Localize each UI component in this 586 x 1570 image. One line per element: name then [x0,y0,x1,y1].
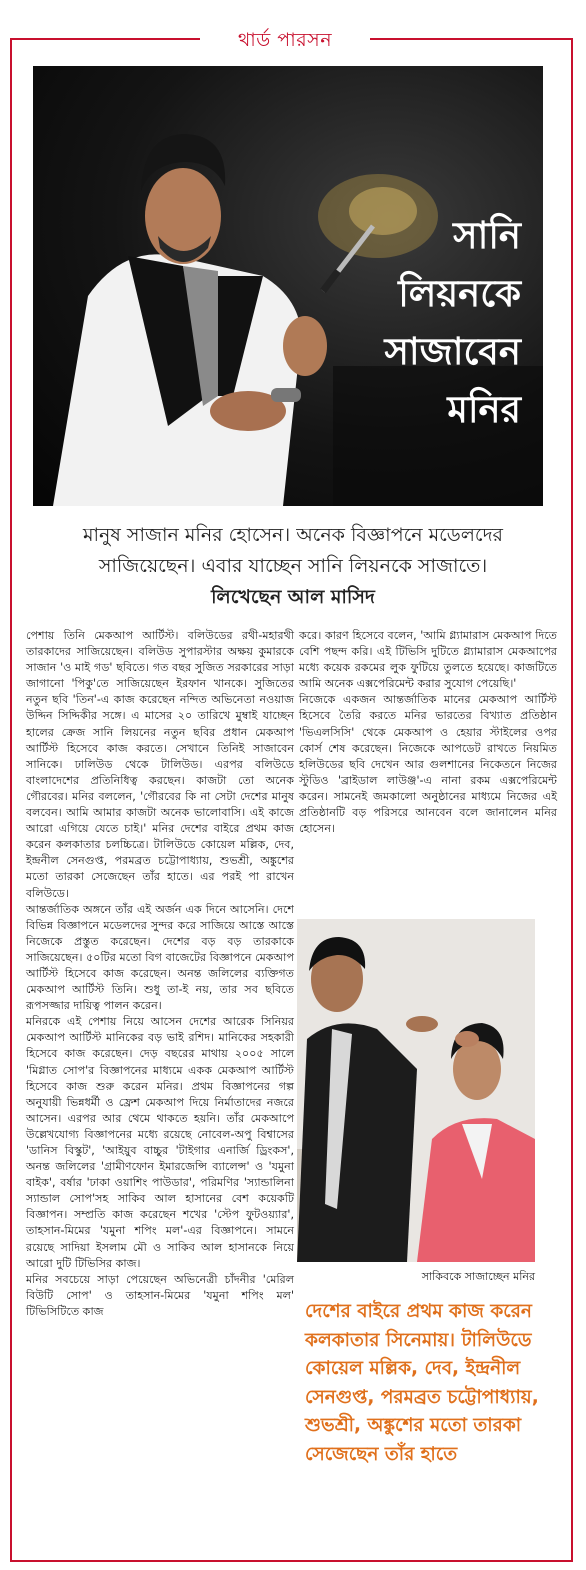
headline-line: সানি [453,213,521,257]
paragraph: পেশায় তিনি মেকআপ আর্টিস্ট। বলিউডের রথী-মহারথী তারকাদের সাজিয়েছেন। বলিউড সুপারস্টার অক্ষয় কুমারকে সাজান 'ও মাই গড' ছবিতে। গত বছর সুজিত সরকারের সাড়া জাগানো 'পিকু'তে সাজিয়েছেন ইরফান খানকে। সুজিতের নতুন ছবি 'তিন'-এ কাজ করেছেন নন্দিত অভিনেতা নওয়াজ উদ্দিন সিদ্দিকীর সঙ্গে। এ মাসের ২০ তারিখে মুম্বাই যাচ্ছেন হালের ক্রেজ সানি লিয়নের নতুন ছবির প্রধান মেকআপ আর্টিস্ট হিসেবে কাজ করতে। সেখানে তিনিই সাজাবেন সানিকে। ঢালিউড থেকে টালিউড। এরপর বলিউডে বাংলাদেশের প্রতিনিধিত্ব করছেন। কাজটা তো অনেক গৌরবের। মনির বললেন, 'গৌরবের কি না সেটা দেশের মানুষ বলবেন। আমি আমার কাজটা অনেক ভালোবাসি। এই কাজে আরো এগিয়ে যেতে চাই।' মনির দেশের বাইরে প্রথম কাজ করেন কলকাতার চলচ্চিত্রে। টালিউডে কোয়েল মল্লিক, দেব, ইন্দ্রনীল সেনগুপ্ত, পরমব্রত চট্টোপাধ্যায়, শুভশ্রী, অঙ্কুশের মতো তারকা সেজেছেন তাঁর হাতে। এর পরই পা রাখেন বলিউডে। [26,629,294,900]
headline [291,206,521,438]
photo-caption: সাকিবকে সাজাচ্ছেন মনির [421,1270,535,1283]
deck-intro [28,520,558,613]
article-column-left [26,628,294,1320]
headline-line: মনির [447,387,521,431]
pull-quote: দেশের বাইরে প্রথম কাজ করেন কলকাতার সিনেমায়। টালিউডে কোয়েল মল্লিক, দেব, ইন্দ্রনীল সেনগুপ্ত, পরমব্রত চট্টোপাধ্যায়, শুভশ্রী, অঙ্কুশের মতো তারকা সেজেছেন তাঁর হাতে [305,1301,539,1465]
hero-photo [33,66,543,506]
inset-photo-illustration [297,919,535,1262]
headline-line: সাজাবেন [384,329,521,373]
deck-line: মানুষ সাজান মনির হোসেন। অনেক বিজ্ঞাপনে মডেলদের [82,524,504,546]
paragraph: মনিরকে এই পেশায় নিয়ে আসেন দেশের আরেক সিনিয়র মেকআপ আর্টিস্ট মানিকের বড় ভাই রশিদ। মানিকের সহকারী হিসেবে কাজ করেছেন। দেড় বছরের মাথায় ২০০৫ সালে 'মিগ্লাত সোপ'র বিজ্ঞাপনের মাধ্যমে একক মেকআপ আর্টিস্ট হিসেবে কাজ শুরু করেন মনির। প্রথম বিজ্ঞাপনের গল্প অনুযায়ী ভিন্নধর্মী ও ফ্রেশ মেকআপ দিয়ে নির্মাতাদের নজরে আসেন। এরপর আর থেমে থাকতে হয়নি। তাঁর মেকআপে উল্লেখযোগ্য বিজ্ঞাপনের মধ্যে রয়েছে নোবেল-অপু বিশ্বাসের 'ডানিস বিস্কুট', 'আইয়ুব বাচ্চুর 'টাইগার এনার্জি ড্রিংকস', অনন্ত জলিলের 'গ্রামীণফোন ইমারজেন্সি ব্যালেন্স' ও 'যমুনা বাইক', বর্ষার 'ঢাকা ওয়াশিং পাউডার', পরিমণির 'স্যান্ডালিনা স্যান্ডাল সোপ'সহ সাকিব আল হাসানের বেশ কয়েকটি বিজ্ঞাপন। সম্প্রতি কাজ করেছেন শখের 'স্টেপ ফুটওয়্যার', তাহসান-মিমের 'যমুনা শপিং মল'-এর বিজ্ঞাপনে। সামনে রয়েছে সাদিয়া ইসলাম মৌ ও সাকিব আল হাসানকে নিয়ে আরো দুটি টিভিসির কাজ। [26,1015,294,1270]
byline: লিখেছেন আল মাসিদ [211,586,375,608]
paragraph: আন্তর্জাতিক অঙ্গনে তাঁর এই অর্জন এক দিনে আসেনি। দেশে বিভিন্ন বিজ্ঞাপনে মডেলদের সুন্দর করে সাজিয়ে আস্তে আস্তে নিজেকে প্রস্তুত করেছেন। দেশের বড় বড় তারকাকে সাজিয়েছেন। ৫০টির মতো বিগ বাজেটের বিজ্ঞাপনে মেকআপ আর্টিস্ট হিসেবে কাজ করেছেন। অনন্ত জলিলের ব্যক্তিগত মেকআপ আর্টিস্ট তিনি। শুধু তা-ই নয়, তার সব ছবিতে রূপসজ্জার দায়িত্ব পালন করেন। [26,902,294,1013]
paragraph: নিজেকে একজন আন্তর্জাতিক মানের মেকআপ আর্টিস্ট হিসেবে তৈরি করতে মনির ভারতের বিখ্যাত প্রতিষ্ঠান 'ভিএলসিসি' থেকে মেকআপ ও হেয়ার স্টাইলের ওপর কোর্স শেষ করেছেন। নিজেকে আপডেট রাখতে নিয়মিত হলিউডের ছবি দেখেন আর গুলশানের নিকেতনে নিজের স্টুডিও 'ব্রাইডাল লাউঞ্জ'-এ নানা রকম এক্সপেরিমেন্ট করেন। সামনেই জমকালো অনুষ্ঠানের মাধ্যমে নিজের এই প্রতিষ্ঠানটি বড় পরিসরে আনবেন বলে জানালেন মনির হোসেন। [299,693,557,836]
paragraph: করে। কারণ হিসেবে বলেন, 'আমি গ্ল্যামারাস মেকআপ দিতে বেশি পছন্দ করি। এই টিভিসি দুটিতে গ্ল্যামারাস মেকআপের মধ্যে কয়েক রকমের লুক ফুটিয়ে তুলতে হয়েছে। কাজটিতে আমি অনেক এক্সপেরিমেন্ট করার সুযোগ পেয়েছি।' [299,629,557,691]
frame-rule-left [10,38,200,40]
paragraph: মনির সবচেয়ে সাড়া পেয়েছেন অভিনেত্রী চাঁদনীর 'মেরিল বিউটি সোপ' ও তাহসান-মিমের 'যমুনা শপিং মল' টিভিসিটিতে কাজ [26,1272,294,1318]
inset-photo [297,919,535,1262]
section-kicker: থার্ড পারসন [237,29,333,51]
article-column-right [299,628,557,837]
frame-rule-right [370,38,573,40]
deck-line: সাজিয়েছেন। এবার যাচ্ছেন সানি লিয়নকে সাজাতে। [98,555,488,577]
headline-line: লিয়নকে [398,271,521,315]
